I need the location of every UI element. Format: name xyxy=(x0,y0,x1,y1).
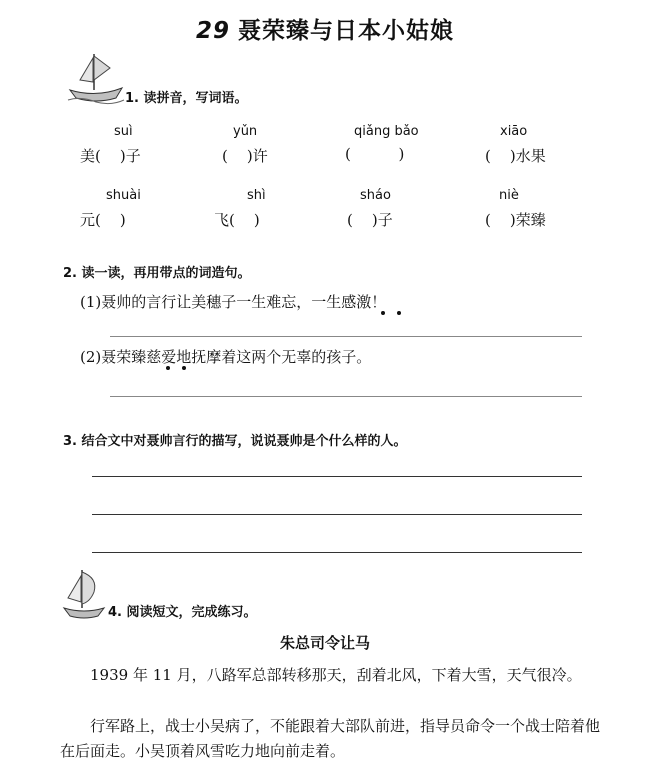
sailboat-icon xyxy=(66,50,126,106)
answer-line[interactable] xyxy=(110,336,582,337)
pinyin-8: niè xyxy=(499,188,519,203)
passage-paragraph-2: 行军路上，战士小吴病了，不能跟着大部队前进，指导员命令一个战士陪着他在后面走。小吴顶着风雪吃力地向前走着。 xyxy=(60,717,601,760)
pinyin-4: xiāo xyxy=(500,124,528,139)
pinyin-7: sháo xyxy=(360,188,391,203)
word-blank-3: ( ) xyxy=(345,145,405,163)
lesson-number: 29 xyxy=(195,18,230,44)
word-blank-2: ( )许 xyxy=(222,147,268,165)
lesson-title xyxy=(0,12,650,45)
passage-paragraph-1: 1939 年 11 月，八路军总部转移那天，刮着北风，下着大雪，天气很冷。 xyxy=(90,666,582,684)
question-1-label: 1. 读拼音，写词语。 xyxy=(125,91,248,106)
emphasis-dot xyxy=(397,311,401,315)
emphasis-dot xyxy=(182,366,186,370)
sentence-1: (1)聂帅的言行让美穗子一生难忘，一生感激！ xyxy=(80,293,387,311)
question-2-label: 2. 读一读，再用带点的词造句。 xyxy=(63,266,251,281)
question-3-label: 3. 结合文中对聂帅言行的描写，说说聂帅是个什么样的人。 xyxy=(63,434,407,449)
word-blank-4: ( )水果 xyxy=(485,147,546,165)
pinyin-5: shuài xyxy=(106,188,141,203)
emphasis-dot xyxy=(166,366,170,370)
emphasis-dot xyxy=(381,311,385,315)
word-blank-1: 美( )子 xyxy=(80,147,141,165)
answer-line[interactable] xyxy=(110,396,582,397)
answer-line[interactable] xyxy=(92,476,582,477)
pinyin-2: yǔn xyxy=(233,124,258,139)
question-4-label: 4. 阅读短文，完成练习。 xyxy=(108,605,257,620)
word-blank-7: ( )子 xyxy=(347,211,393,229)
word-blank-8: ( )荣臻 xyxy=(485,211,546,229)
pinyin-3: qiǎng bǎo xyxy=(354,124,419,139)
passage-title: 朱总司令让马 xyxy=(279,634,370,652)
sailboat-icon xyxy=(60,568,108,622)
pinyin-1: suì xyxy=(114,124,133,139)
pinyin-6: shì xyxy=(247,188,266,203)
lesson-title-text: 聂荣臻与日本小姑娘 xyxy=(238,18,454,44)
word-blank-6: 飞( ) xyxy=(214,211,260,229)
sentence-2: (2)聂荣臻慈爱地抚摩着这两个无辜的孩子。 xyxy=(80,348,372,366)
word-blank-5: 元( ) xyxy=(80,211,126,229)
answer-line[interactable] xyxy=(92,552,582,553)
answer-line[interactable] xyxy=(92,514,582,515)
